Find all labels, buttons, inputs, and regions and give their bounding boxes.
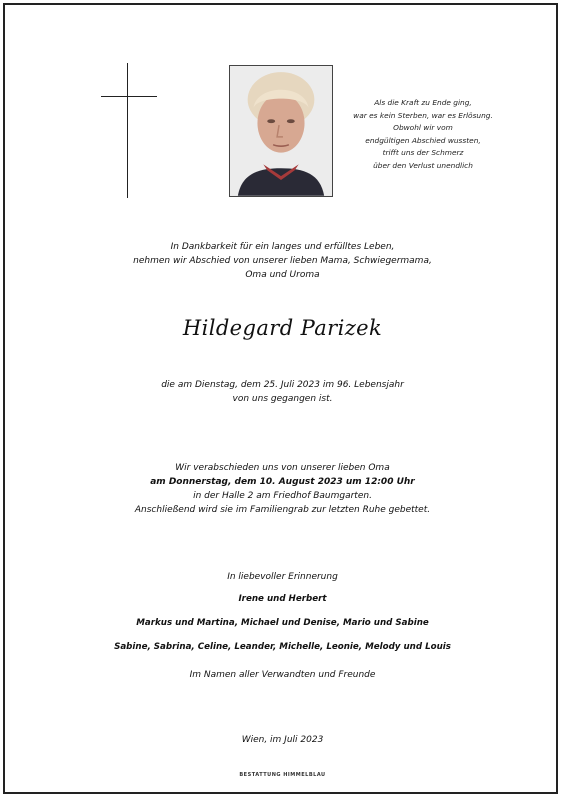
relatives-line — [40, 668, 525, 682]
poem — [338, 97, 508, 173]
poem-line: trifft uns der Schmerz — [382, 148, 464, 158]
footer-funeral-home: BESTATTUNG HIMMELBLAU — [239, 772, 326, 778]
funeral-location: in der Halle 2 am Friedhof Baumgarten. — [193, 491, 372, 501]
family-line: Markus und Martina, Michael und Denise, Mario und Sabine — [136, 618, 429, 628]
cross-icon-bar — [101, 96, 157, 97]
poem-line: endgültigen Abschied wussten, — [365, 135, 481, 145]
funeral-burial: Anschließend wird sie im Familiengrab zur letzten Ruhe gebettet. — [134, 505, 431, 515]
deceased-name: Hildegard Parizek — [182, 316, 383, 340]
memory-heading — [40, 570, 525, 584]
place-date-text: Wien, im Juli 2023 — [241, 735, 324, 745]
death-line: von uns gegangen ist. — [232, 394, 333, 404]
intro-text — [40, 240, 525, 282]
relatives-text: Im Namen aller Verwandten und Freunde — [189, 670, 376, 680]
poem-line: über den Verlust unendlich — [373, 160, 473, 170]
memory-heading-text: In liebevoller Erinnerung — [227, 572, 338, 582]
intro-line: nehmen wir Abschied von unserer lieben Mama, Schwiegermama, — [133, 256, 432, 266]
cross-icon — [127, 63, 128, 198]
death-notice — [40, 378, 525, 406]
family-line: Sabine, Sabrina, Celine, Leander, Michelle, Leonie, Melody und Louis — [114, 642, 451, 652]
poem-line: Als die Kraft zu Ende ging, — [374, 98, 472, 107]
portrait-illustration — [230, 66, 332, 196]
portrait-photo — [229, 65, 333, 197]
funeral-date: am Donnerstag, dem 10. August 2023 um 12:00 Uhr — [150, 477, 415, 487]
poem-line: war es kein Sterben, war es Erlösung. — [353, 110, 493, 120]
poem-line: Obwohl wir vom — [393, 123, 453, 133]
funeral-line: Wir verabschieden uns von unserer lieben Oma — [175, 463, 390, 473]
family-line: Irene und Herbert — [238, 594, 327, 604]
intro-line: In Dankbarkeit für ein langes und erfülltes Leben, — [170, 242, 395, 252]
funeral-details — [40, 461, 525, 517]
death-line: die am Dienstag, dem 25. Juli 2023 im 96. Lebensjahr — [161, 380, 404, 390]
place-date — [40, 733, 525, 747]
intro-line: Oma und Uroma — [245, 270, 320, 280]
